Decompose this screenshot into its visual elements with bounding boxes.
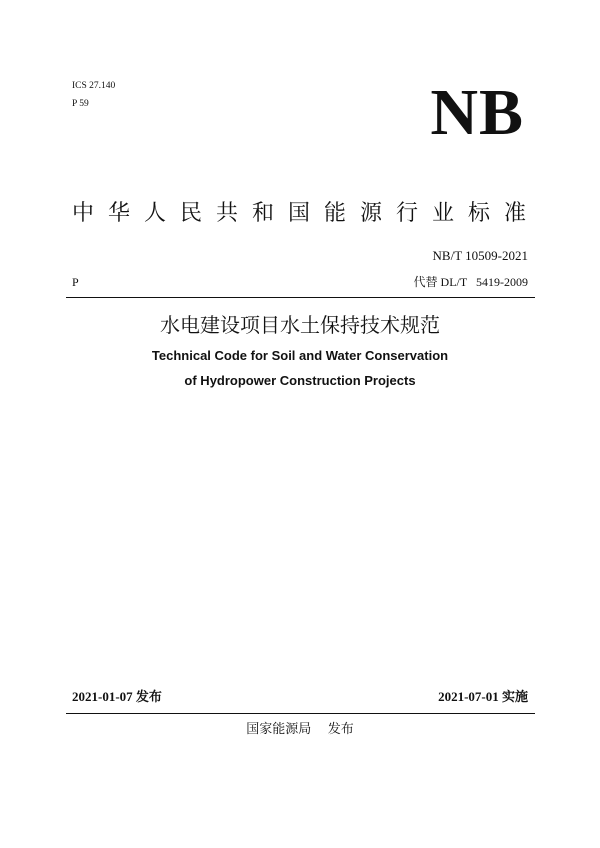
- title-english-line-2: of Hydropower Construction Projects: [184, 373, 416, 388]
- ccs-code: P 59: [72, 99, 89, 109]
- standard-number: NB/T 10509-2021: [432, 248, 528, 263]
- replaces-standard: 代替 DL/T 5419-2009: [413, 275, 528, 289]
- top-divider: [66, 297, 535, 298]
- ics-code: ICS 27.140: [72, 81, 116, 91]
- implementation-date: 2021-07-01 实施: [438, 689, 528, 704]
- title-english-line-1: Technical Code for Soil and Water Conservation: [151, 348, 449, 363]
- nb-logo: NB: [430, 76, 524, 149]
- issuing-authority: 国家能源局 发布: [246, 722, 354, 737]
- bottom-divider: [66, 713, 535, 714]
- title-chinese: 水电建设项目水土保持技术规范: [160, 315, 440, 337]
- issue-date: 2021-01-07 发布: [72, 689, 162, 704]
- classification-code: P: [72, 275, 79, 289]
- standard-category-heading: 中华人民共和国能源行业标准: [72, 200, 528, 225]
